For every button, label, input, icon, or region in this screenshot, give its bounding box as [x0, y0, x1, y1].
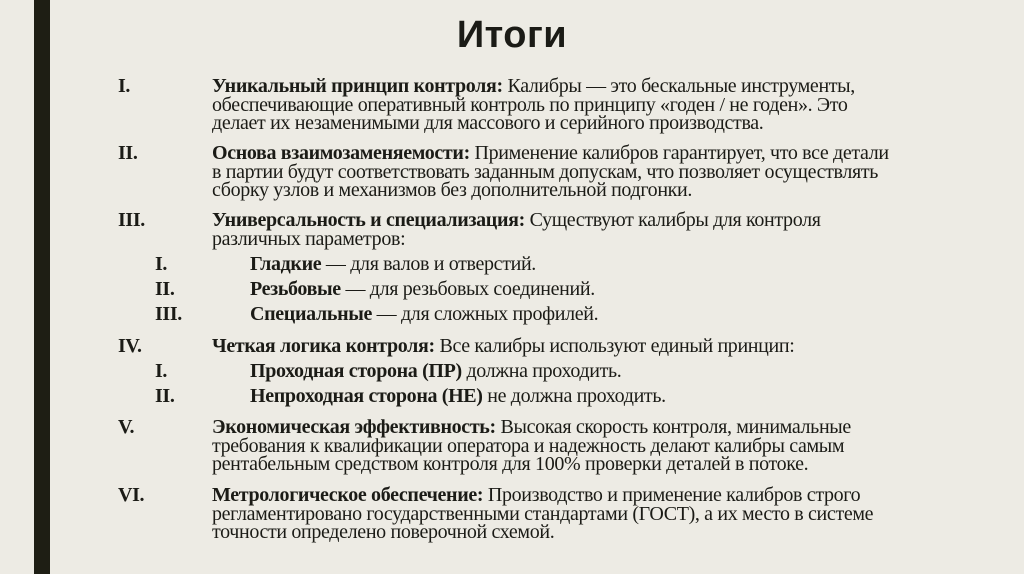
item-line: требования к квалификации оператора и надежность делают калибры самым [212, 434, 845, 457]
sub-item-number: II. [155, 385, 175, 407]
sub-item-text: — для резьбовых соединений. [340, 278, 595, 300]
item-text [212, 77, 855, 133]
item-line: делает их незаменимыми для массового и серийного производства. [212, 112, 764, 134]
item-line: различных параметров: [212, 227, 406, 250]
item-line: рентабельным средством контроля для 100% проверки деталей в потоке. [212, 453, 809, 475]
item-line: Все калибры используют единый принцип: [434, 335, 795, 357]
sub-item-text: должна проходить. [461, 360, 622, 382]
sub-item-number: I. [155, 360, 168, 382]
accent-bar [34, 0, 50, 574]
item-line: регламентировано государственными стандартами (ГОСТ), а их место в системе [212, 502, 874, 525]
item-line: Производство и применение калибров строго [483, 484, 861, 506]
item-heading: Уникальный принцип контроля: [212, 75, 503, 97]
item-text [212, 144, 889, 200]
item-line: в партии будут соответствовать заданным допускам, что позволяет осуществлять [212, 160, 878, 183]
sub-item-number: III. [155, 303, 182, 325]
sub-item-text: — для сложных профилей. [372, 303, 599, 325]
item-line: Существуют калибры для контроля [524, 209, 821, 231]
sub-item-text: — для валов и отверстий. [321, 253, 536, 275]
item-line: точности определено поверочной схемой. [212, 521, 555, 543]
item-number: I. [118, 75, 131, 97]
slide-title: Итоги [456, 14, 568, 56]
item-line: Калибры — это бескальные инструменты, [502, 75, 855, 97]
item-line: Применение калибров гарантирует, что все детали [469, 142, 889, 164]
sub-item-number: II. [155, 278, 175, 300]
item-line: обеспечивающие оперативный контроль по принципу «годен / не годен». Это [212, 93, 848, 116]
item-number: IV. [118, 335, 142, 357]
item-heading: Экономическая эффективность: [212, 416, 496, 438]
item-text [212, 337, 794, 356]
item-number: V. [118, 416, 135, 438]
sub-item-heading: Резьбовые [250, 278, 341, 300]
item-heading: Метрологическое обеспечение: [212, 484, 484, 506]
sub-item-heading: Гладкие [250, 253, 322, 275]
item-number: III. [118, 209, 145, 231]
sub-item-heading: Специальные [250, 303, 373, 325]
sub-item-heading: Непроходная сторона (НЕ) [250, 385, 483, 407]
sub-item-text: не должна проходить. [482, 385, 666, 407]
item-heading: Универсальность и специализация: [212, 209, 525, 231]
item-heading: Основа взаимозаменяемости: [212, 142, 470, 164]
item-text [212, 418, 851, 474]
sub-item-number: I. [155, 253, 168, 275]
item-text [212, 486, 873, 542]
item-text [212, 211, 821, 248]
item-line: Высокая скорость контроля, минимальные [495, 416, 851, 438]
sub-item-heading: Проходная сторона (ПР) [250, 360, 462, 382]
item-heading: Четкая логика контроля: [212, 335, 435, 357]
item-line: сборку узлов и механизмов без дополнительной подгонки. [212, 179, 693, 201]
item-number: II. [118, 142, 138, 164]
item-number: VI. [118, 484, 145, 506]
